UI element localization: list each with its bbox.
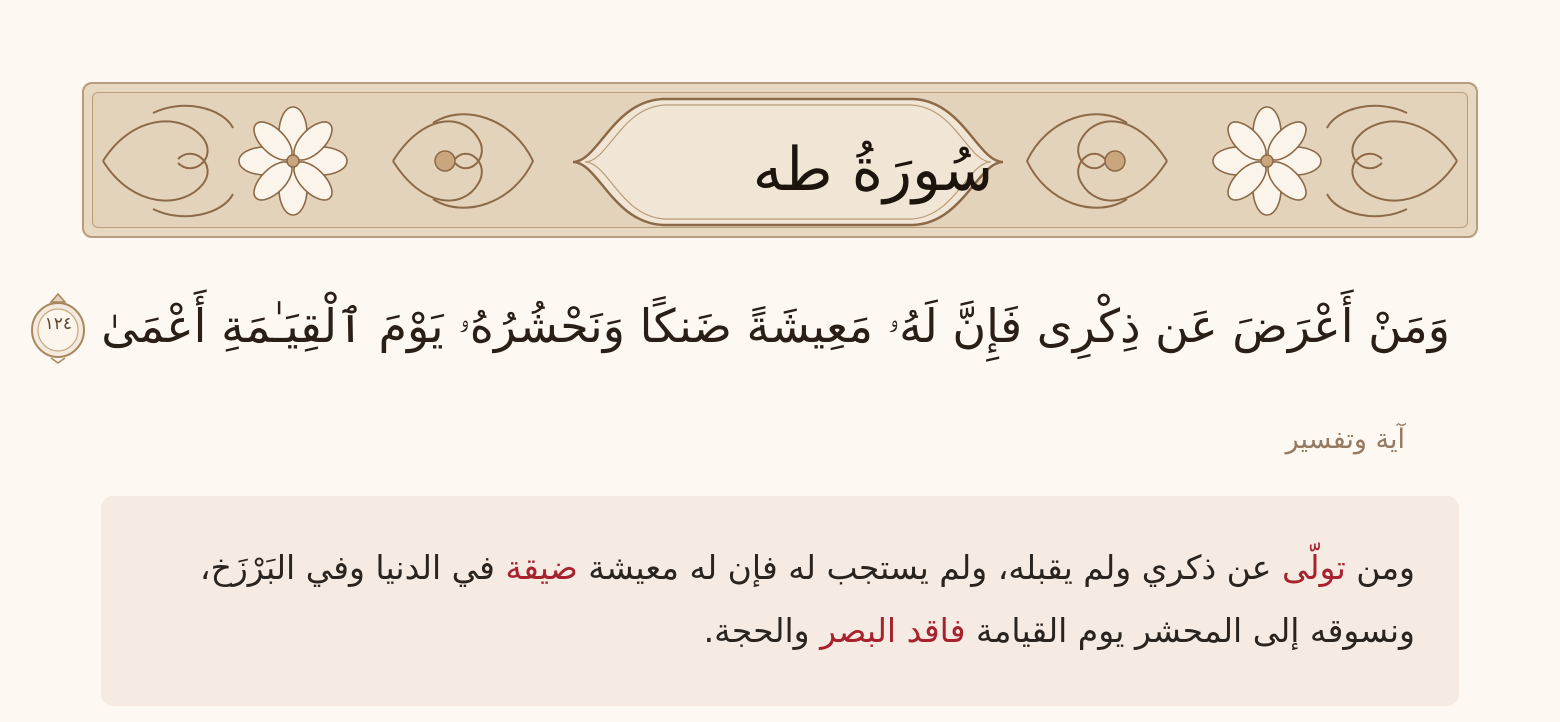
tafsir-highlight: فاقد البصر — [820, 611, 966, 650]
tafsir-segment: ومن — [1345, 548, 1415, 587]
left-ornament-icon — [93, 93, 563, 228]
tafsir-text — [175, 536, 1415, 662]
verse-line[interactable] — [44, 272, 1450, 382]
ayah-number: ١٢٤ — [44, 314, 72, 334]
tafsir-highlight: تولّى — [1281, 548, 1346, 587]
tafsir-segment: عن ذكري ولم يقبله، ولم يستجب له فإن له معيشة — [577, 548, 1282, 587]
tafsir-segment: والحجة. — [703, 611, 821, 650]
tafsir-card — [101, 496, 1459, 706]
tafsir-highlight: ضيقة — [505, 548, 578, 587]
surah-name: سُورَةُ طه — [752, 135, 994, 205]
tafsir-segment: في الدنيا وفي البَرْزَخ، ونسوقه إلى المحشر يوم القيامة — [199, 548, 1415, 650]
tafsir-section-label: آية وتفسير — [1285, 424, 1405, 455]
surah-header-frame — [92, 92, 1468, 228]
verse-text[interactable]: وَمَنْ أَعْرَضَ عَن ذِكْرِى فَإِنَّ لَهُۥ مَعِيشَةً ضَنكًا وَنَحْشُرُهُۥ يَوْمَ ٱلْقِيَـٰمَةِ أَعْمَىٰ — [101, 299, 1450, 353]
ayah-number-marker — [29, 290, 87, 364]
surah-header-banner — [82, 82, 1478, 238]
